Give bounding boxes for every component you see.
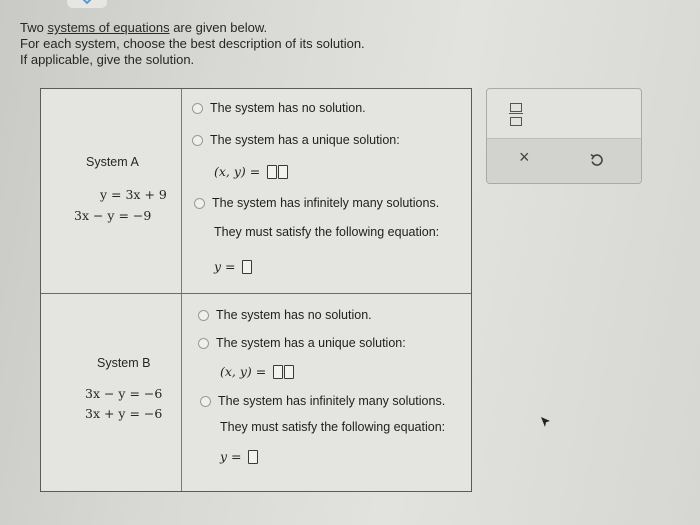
system-b-equations bbox=[41, 294, 181, 491]
system-a-equations bbox=[41, 89, 181, 293]
system-b-no-solution-option[interactable]: The system has no solution. bbox=[198, 308, 372, 322]
systems-of-equations-link[interactable]: systems of equations bbox=[47, 20, 170, 35]
mouse-cursor-icon bbox=[540, 416, 552, 430]
systems-table bbox=[40, 88, 472, 492]
system-b-unique-solution-option[interactable]: The system has a unique solution: bbox=[198, 336, 406, 350]
system-a-row bbox=[41, 89, 471, 294]
system-a-title: System A bbox=[86, 155, 139, 169]
system-b-equation-entry: y = bbox=[220, 449, 258, 464]
fraction-bar-icon bbox=[509, 113, 523, 114]
system-a-equation-1: y = 3x + 9 bbox=[100, 187, 167, 202]
instructions-line-2: For each system, choose the best description of its solution. bbox=[20, 36, 365, 51]
system-b-title: System B bbox=[97, 356, 151, 370]
fraction-numerator-icon bbox=[510, 103, 522, 112]
system-b-unique-solution-entry: (x, y) = bbox=[220, 364, 294, 379]
undo-icon bbox=[589, 152, 605, 168]
system-a-must-satisfy-label: They must satisfy the following equation: bbox=[214, 225, 440, 239]
system-a-no-solution-option[interactable]: The system has no solution. bbox=[192, 101, 366, 115]
system-b-equation-2: 3x + y = −6 bbox=[85, 406, 163, 421]
instructions-line-3: If applicable, give the solution. bbox=[20, 52, 195, 67]
system-a-equation-2: 3x − y = −9 bbox=[74, 208, 152, 223]
chevron-down-icon bbox=[79, 0, 95, 5]
system-b-equation-input[interactable] bbox=[248, 450, 258, 464]
radio-button[interactable] bbox=[200, 396, 211, 407]
system-a-x-input[interactable] bbox=[267, 165, 277, 179]
radio-button[interactable] bbox=[192, 135, 203, 146]
system-a-y-input[interactable] bbox=[278, 165, 288, 179]
system-a-infinite-solutions-option[interactable]: The system has infinitely many solutions. bbox=[194, 196, 439, 210]
system-b-equation-1: 3x − y = −6 bbox=[85, 386, 163, 401]
math-toolbar bbox=[486, 88, 642, 184]
system-a-unique-solution-option[interactable]: The system has a unique solution: bbox=[192, 133, 400, 147]
collapse-tab[interactable] bbox=[67, 0, 107, 8]
system-a-options bbox=[181, 89, 471, 293]
undo-button[interactable] bbox=[589, 152, 605, 173]
system-a-unique-solution-entry: (x, y) = bbox=[214, 164, 288, 179]
system-b-options bbox=[181, 294, 471, 491]
radio-button[interactable] bbox=[192, 103, 203, 114]
system-a-equation-input[interactable] bbox=[242, 260, 252, 274]
system-b-infinite-solutions-option[interactable]: The system has infinitely many solutions. bbox=[200, 394, 445, 408]
fraction-button[interactable] bbox=[509, 101, 523, 127]
radio-button[interactable] bbox=[194, 198, 205, 209]
system-b-x-input[interactable] bbox=[273, 365, 283, 379]
radio-button[interactable] bbox=[198, 310, 209, 321]
instructions bbox=[20, 20, 365, 68]
radio-button[interactable] bbox=[198, 338, 209, 349]
system-a-equation-entry: y = bbox=[214, 259, 252, 274]
system-b-row bbox=[41, 294, 471, 491]
toolbar-actions bbox=[487, 138, 641, 183]
fraction-denominator-icon bbox=[510, 117, 522, 126]
system-b-y-input[interactable] bbox=[284, 365, 294, 379]
clear-button[interactable]: × bbox=[519, 147, 530, 167]
system-b-must-satisfy-label: They must satisfy the following equation: bbox=[220, 420, 446, 434]
instructions-line-1: Two systems of equations are given below. bbox=[20, 20, 268, 35]
